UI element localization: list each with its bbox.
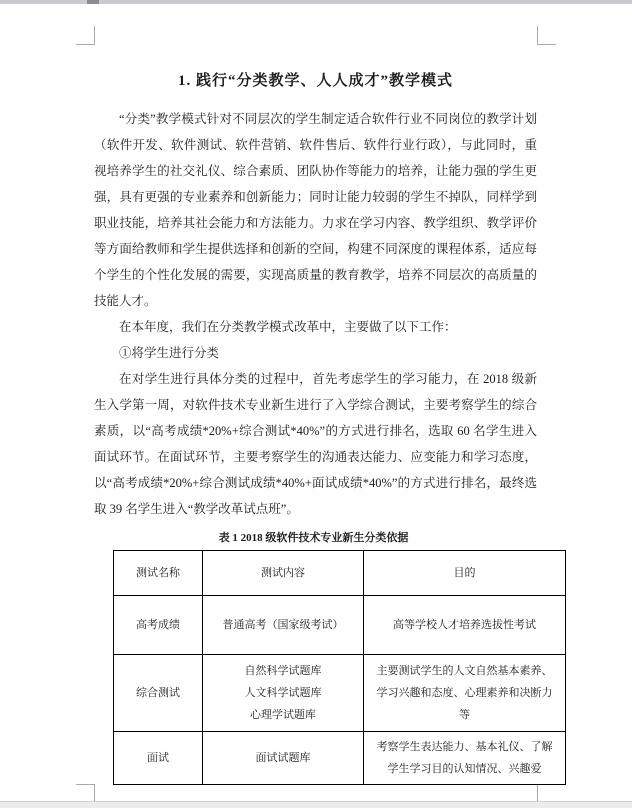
crop-mark-top-left xyxy=(76,26,95,45)
table-row xyxy=(114,732,566,785)
table-row xyxy=(114,655,566,732)
content-line: 普通高考（国家级考试） xyxy=(222,619,344,631)
column-header-test-name[interactable]: 测试名称 xyxy=(114,551,203,596)
classification-table xyxy=(113,550,566,785)
cell-purpose[interactable]: 考察学生表达能力、基本礼仪、了解学生学习目的认知情况、兴趣爱 xyxy=(364,732,566,785)
document-page[interactable] xyxy=(0,4,632,801)
column-header-test-content[interactable]: 测试内容 xyxy=(203,551,364,596)
content-line: 心理学试题库 xyxy=(250,709,316,721)
content-line: 面试试题库 xyxy=(255,752,311,764)
paragraph-item-1[interactable]: ①将学生进行分类 xyxy=(119,346,220,360)
crop-mark-bottom-right xyxy=(537,784,556,801)
paragraph-classification-process[interactable]: 在对学生进行具体分类的过程中，首先考虑学生的学习能力，在 2018 级新生入学第一周，对软件技术专业新生进行了入学综合测试，主要考察学生的综合素质，以“高考成绩*20%+综合测试*40%”的方式进行排名，选取 60 名学生进入面试环节。在面试环节，主要考察学生的沟通表达能力、应变能力和学习态度，以“高考成绩*20%+综合测试成绩*40%+面试成绩*40%”的方式进行排名，最终选取 39 名学生进入“教学改革试点班”。 xyxy=(94,372,537,516)
paragraph-yearly-work[interactable]: 在本年度，我们在分类教学模式改革中，主要做了以下工作： xyxy=(119,320,457,334)
cell-test-name[interactable]: 高考成绩 xyxy=(114,596,203,655)
table-header-row xyxy=(114,551,566,596)
cell-purpose[interactable]: 高等学校人才培养选拔性考试 xyxy=(364,596,566,655)
cell-test-name[interactable]: 综合测试 xyxy=(114,655,203,732)
content-line: 自然科学试题库 xyxy=(244,665,322,677)
column-header-purpose[interactable]: 目的 xyxy=(364,551,566,596)
page-edge-bottom-strip xyxy=(0,801,632,808)
cell-purpose[interactable]: 主要测试学生的人文自然基本素养、学习兴趣和态度、心理素养和决断力等 xyxy=(364,655,566,732)
ruler-marker-notch xyxy=(87,0,99,4)
cell-test-content[interactable] xyxy=(203,596,364,655)
paragraph-intro[interactable]: “分类”教学模式针对不同层次的学生制定适合软件行业不同岗位的教学计划（软件开发、软件测试、软件营销、软件售后、软件行业行政），与此同时，重视培养学生的社交礼仪、综合素质、团队协作等能力的培养，让能力强的学生更强，具有更强的专业素养和创新能力；同时让能力较弱的学生不掉队，同样学到职业技能，培养其社会能力和方法能力。力求在学习内容、教学组织、教学评价等方面给教师和学生提供选择和创新的空间，构建不同深度的课程体系，适应每个学生的个性化发展的需要，实现高质量的教育教学，培养不同层次的高质量的技能人才。 xyxy=(94,112,537,308)
crop-mark-bottom-left xyxy=(76,784,95,801)
table-caption[interactable]: 表 1 2018 级软件技术专业新生分类依据 xyxy=(218,532,409,544)
crop-mark-top-right xyxy=(537,26,556,45)
cell-test-content[interactable] xyxy=(203,655,364,732)
cell-test-name[interactable]: 面试 xyxy=(114,732,203,785)
table-row xyxy=(114,596,566,655)
cell-test-content[interactable] xyxy=(203,732,364,785)
section-title[interactable]: 1. 践行“分类教学、人人成才”教学模式 xyxy=(177,73,453,89)
document-content xyxy=(94,44,553,785)
content-line: 人文科学试题库 xyxy=(244,687,322,699)
